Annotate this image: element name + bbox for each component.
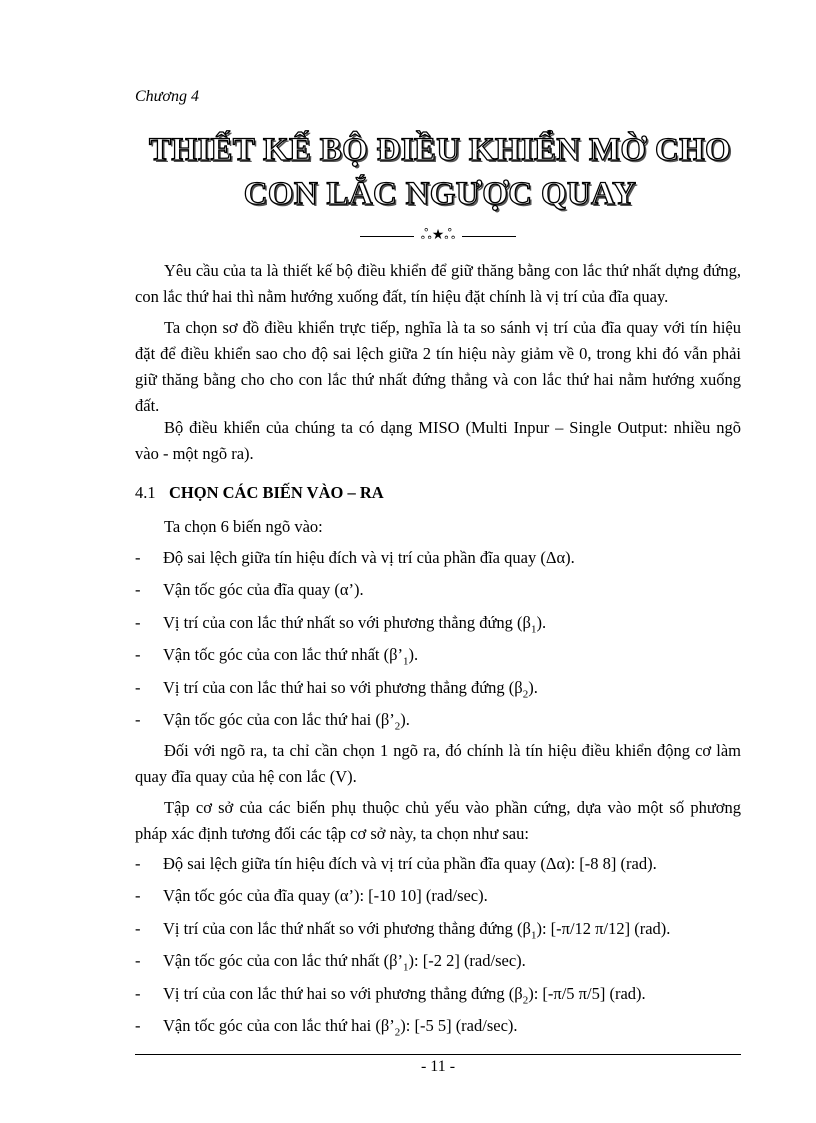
range-item: - Độ sai lệch giữa tín hiệu đích và vị trí của phần đĩa quay (Δα): [-8 8] (rad).	[135, 854, 657, 873]
range-item: - Vận tốc góc của con lắc thứ hai $(\beta’_2)$: [-5 5] (rad/sec).	[135, 1016, 518, 1039]
chapter-title-line-1: THIẾT KẾ BỘ ĐIỀU KHIỂN MỜ CHO	[148, 132, 732, 168]
section-number: 4.1	[135, 483, 156, 502]
ornament-left-rule	[360, 236, 414, 237]
paragraph-miso: Bộ điều khiển của chúng ta có dạng MISO (Multi Inpur – Single Output: nhiều ngõ vào - một ngõ ra).	[135, 418, 741, 463]
input-item: - Vận tốc góc của con lắc thứ hai $(\beta’_2)$.	[135, 710, 410, 733]
chapter-label: Chương 4	[135, 88, 199, 105]
inputs-intro: Ta chọn 6 biến ngõ vào:	[164, 517, 323, 536]
ornament-star-icon: ஃ★ஃ	[420, 228, 456, 243]
title-ornament	[360, 226, 516, 246]
input-item: - Vận tốc góc của con lắc thứ nhất $(\beta’_1)$.	[135, 645, 419, 668]
input-item: - Vị trí của con lắc thứ nhất so với phương thẳng đứng $(\beta_1)$.	[135, 613, 547, 636]
page-number: - 11 -	[420, 1058, 456, 1075]
input-item: - Vận tốc góc của đĩa quay (α’).	[135, 580, 364, 599]
range-item: - Vận tốc góc của đĩa quay (α’): [-10 10] (rad/sec).	[135, 886, 488, 905]
chapter-title	[100, 128, 780, 216]
paragraph-control-scheme: Ta chọn sơ đồ điều khiển trực tiếp, nghĩa là ta so sánh vị trí của đĩa quay với tín hiệu đặt để điều khiển sao cho độ sai lệch giữa 2 tín hiệu này giảm về 0, trong khi đó vẫn phải giữ thăng bằng cho cho con lắc thứ nhất đứng thẳng và con lắc thứ hai nằm hướng xuống đất.	[135, 318, 741, 415]
range-item: - Vận tốc góc của con lắc thứ nhất $(\beta’_1)$: [-2 2] (rad/sec).	[135, 951, 526, 974]
section-title: CHỌN CÁC BIẾN VÀO – RA	[169, 483, 384, 502]
paragraph-requirement: Yêu cầu của ta là thiết kế bộ điều khiển để giữ thăng bằng con lắc thứ nhất dựng đứng, con lắc thứ hai thì nằm hướng xuống đất, tín hiệu đặt chính là vị trí của đĩa quay.	[135, 261, 741, 306]
input-item: - Vị trí của con lắc thứ hai so với phương thẳng đứng $(\beta_2)$.	[135, 678, 538, 701]
input-item: - Độ sai lệch giữa tín hiệu đích và vị trí của phần đĩa quay (Δα).	[135, 548, 575, 567]
chapter-title-line-2: CON LẮC NGƯỢC QUAY	[243, 176, 637, 212]
footer-rule	[135, 1054, 741, 1055]
paragraph-universe: Tập cơ sở của các biến phụ thuộc chủ yếu vào phần cứng, dựa vào một số phương pháp xác định tương đối các tập cơ sở này, ta chọn như sau:	[135, 798, 741, 843]
range-item: - Vị trí của con lắc thứ hai so với phương thẳng đứng $(\beta_2)$: [-π/5 π/5] (rad).	[135, 984, 646, 1007]
paragraph-output: Đối với ngõ ra, ta chỉ cần chọn 1 ngõ ra, đó chính là tín hiệu điều khiển động cơ làm quay đĩa quay của hệ con lắc (V).	[135, 741, 741, 786]
ornament-right-rule	[462, 236, 516, 237]
range-item: - Vị trí của con lắc thứ nhất so với phương thẳng đứng $(\beta_1)$: [-π/12 π/12] (rad).	[135, 919, 671, 942]
section-heading	[135, 483, 384, 503]
